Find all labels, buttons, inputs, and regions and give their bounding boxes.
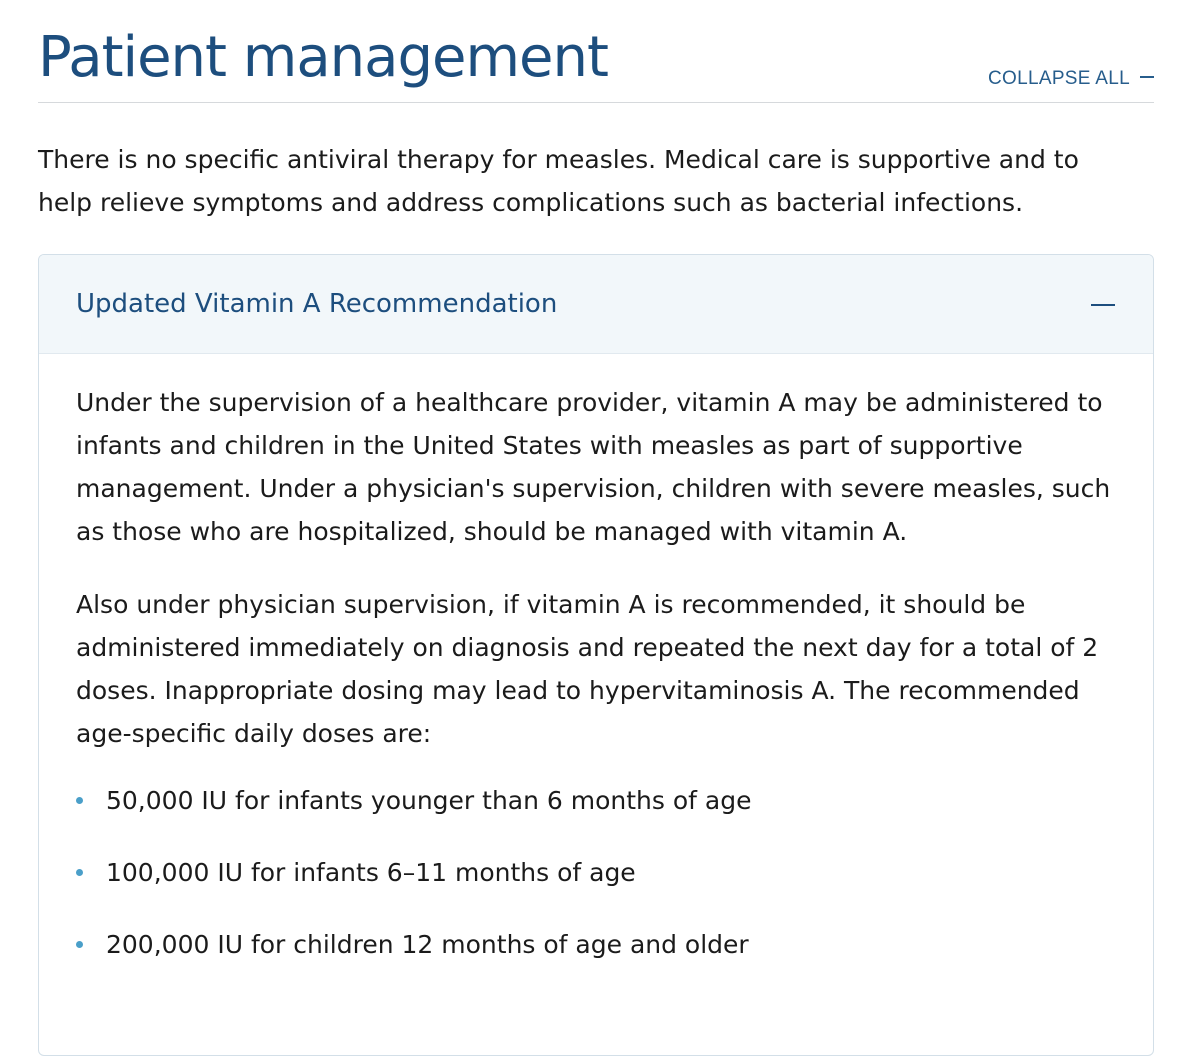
list-item [76, 851, 1126, 923]
accordion-header[interactable] [39, 255, 1153, 354]
dose-text: 200,000 IU for children 12 months of age and older [106, 930, 749, 959]
collapse-minus-icon[interactable] [1091, 304, 1115, 306]
list-item [76, 923, 1126, 995]
collapse-all-label: COLLAPSE ALL [988, 68, 1130, 89]
intro-paragraph: There is no specific antiviral therapy for measles. Medical care is supportive and to help relieve symptoms and address complications such as bacterial infections. [38, 145, 1079, 217]
page [38, 0, 1154, 1033]
bullet-dot-icon [76, 797, 83, 804]
dose-text: 50,000 IU for infants younger than 6 months of age [106, 786, 752, 815]
dosing-paragraph: Also under physician supervision, if vitamin A is recommended, it should be administered immediately on diagnosis and repeated the next day for a total of 2 doses. Inappropriate dosing may lead to hypervitaminosis A. The recommended age-specific daily doses are: [76, 590, 1099, 748]
vitamin-a-accordion [38, 254, 1154, 1056]
bullet-dot-icon [76, 869, 83, 876]
collapse-all-button[interactable] [988, 68, 1154, 90]
dose-text: 100,000 IU for infants 6–11 months of age [106, 858, 636, 887]
supervision-paragraph: Under the supervision of a healthcare provider, vitamin A may be administered to infants and children in the United States with measles as part of supportive management. Under a physician's supervision, children with severe measles, such as those who are hospitalized, should be managed with vitamin A. [76, 388, 1111, 546]
list-item [76, 779, 1126, 851]
bullet-dot-icon [76, 941, 83, 948]
accordion-title: Updated Vitamin A Recommendation [76, 289, 558, 319]
page-title: Patient management [38, 25, 608, 90]
dose-list [76, 779, 1126, 995]
section-header [38, 0, 1154, 103]
minus-icon [1140, 76, 1154, 78]
